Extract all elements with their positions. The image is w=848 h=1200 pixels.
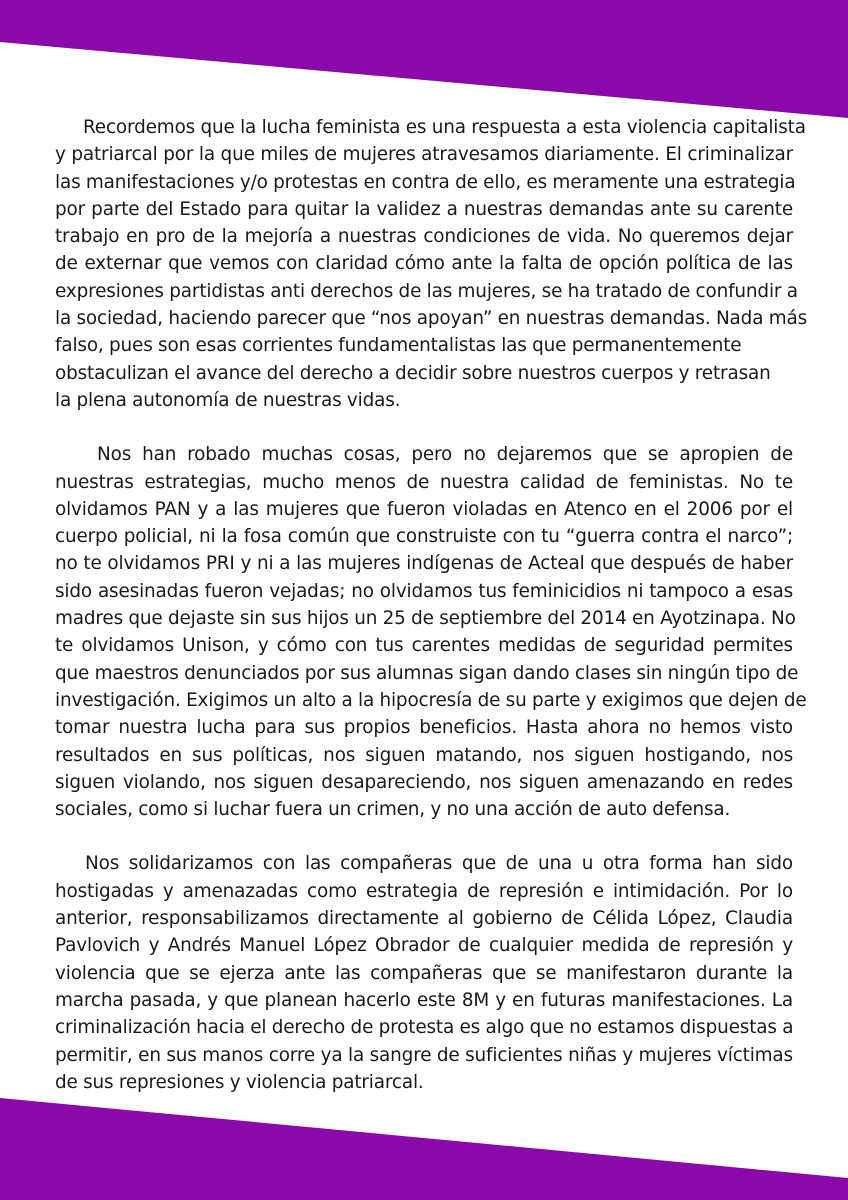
paragraph-1 [55, 114, 808, 414]
paragraph-gap [55, 414, 793, 441]
paragraph-line: la sociedad, haciendo parecer que “nos apoyan” en nuestras demandas. Nada más [55, 308, 808, 330]
paragraph-line: trabajo en pro de la mejoría a nuestras condiciones de vida. No queremos dejar [55, 226, 793, 248]
paragraph-line: madres que dejaste sin sus hijos un 25 de septiembre del 2014 en Ayotzinapa. No [55, 608, 796, 630]
paragraph-line: resultados en sus políticas, nos siguen matando, nos siguen hostigando, nos [55, 744, 793, 766]
paragraph-line: expresiones partidistas anti derechos de las mujeres, se ha tratado de confundir a [55, 280, 798, 302]
bottom-purple-band [0, 1090, 848, 1200]
paragraph-line: de sus represiones y violencia patriarcal. [55, 1071, 424, 1093]
paragraph-line: anterior, responsabilizamos directamente al gobierno de Célida López, Claudia [55, 908, 793, 930]
paragraph-line: Nos han robado muchas cosas, pero no dejaremos que se apropien de [97, 444, 793, 466]
paragraph-line: cuerpo policial, ni la fosa común que construiste con tu “guerra contra el narco”; [55, 526, 793, 548]
paragraph-line: criminalización hacia el derecho de protesta es algo que no estamos dispuestas a [55, 1017, 794, 1039]
top-purple-band [0, 0, 848, 120]
paragraph-line: nuestras estrategias, mucho menos de nuestra calidad de feministas. No te [55, 471, 793, 493]
paragraph-line: violencia que se ejerza ante las compañeras que se manifestaron durante la [55, 962, 793, 984]
paragraph-gap [55, 823, 793, 850]
paragraph-line: Nos solidarizamos con las compañeras que de una u otra forma han sido [85, 853, 793, 875]
paragraph-line: siguen violando, nos siguen desapareciendo, nos siguen amenazando en redes [55, 771, 793, 793]
bottom-band-shape [0, 1098, 848, 1200]
paragraph-line: que maestros denunciados por sus alumnas sigan dando clases sin ningún tipo de [55, 662, 799, 684]
document-body [55, 114, 808, 1096]
paragraph-line: hostigadas y amenazadas como estrategia de represión e intimidación. Por lo [55, 880, 793, 902]
paragraph-line: por parte del Estado para quitar la validez a nuestras demandas ante su carente [55, 198, 793, 220]
paragraph-line: obstaculizan el avance del derecho a decidir sobre nuestros cuerpos y retrasan [55, 362, 771, 384]
paragraph-line: tomar nuestra lucha para sus propios beneficios. Hasta ahora no hemos visto [55, 717, 793, 739]
paragraph-line: y patriarcal por la que miles de mujeres atravesamos diariamente. El criminalizar [55, 144, 793, 166]
paragraph-line: sociales, como si luchar fuera un crimen, y no una acción de auto defensa. [55, 799, 731, 821]
paragraph-line: sido asesinadas fueron vejadas; no olvidamos tus feminicidios ni tampoco a esas [55, 580, 793, 602]
paragraph-line: permitir, en sus manos corre ya la sangre de suficientes niñas y mujeres víctimas [55, 1044, 793, 1066]
paragraph-line: falso, pues son esas corrientes fundamentalistas las que permanentemente [55, 335, 742, 357]
top-band-shape [0, 0, 848, 118]
paragraph-line: te olvidamos Unison, y cómo con tus carentes medidas de seguridad permites [55, 635, 793, 657]
paragraph-line: investigación. Exigimos un alto a la hipocresía de su parte y exigimos que dejen de [55, 689, 807, 711]
paragraph-line: de externar que vemos con claridad cómo ante la falta de opción política de las [55, 253, 793, 275]
paragraph-line: la plena autonomía de nuestras vidas. [55, 389, 401, 411]
paragraph-line: las manifestaciones y/o protestas en contra de ello, es meramente una estrategia [55, 171, 796, 193]
paragraph-line: olvidamos PAN y a las mujeres que fueron violadas en Atenco en el 2006 por el [55, 498, 793, 520]
paragraph-line: Recordemos que la lucha feminista es una respuesta a esta violencia capitalista [83, 117, 806, 138]
paragraph-line: no te olvidamos PRI y ni a las mujeres indígenas de Acteal que después de haber [55, 553, 793, 575]
paragraph-line: Pavlovich y Andrés Manuel López Obrador de cualquier medida de represión y [55, 935, 793, 957]
paragraph-3 [55, 850, 793, 1096]
paragraph-2 [55, 441, 807, 823]
paragraph-line: marcha pasada, y que planean hacerlo este 8M y en futuras manifestaciones. La [55, 989, 793, 1011]
